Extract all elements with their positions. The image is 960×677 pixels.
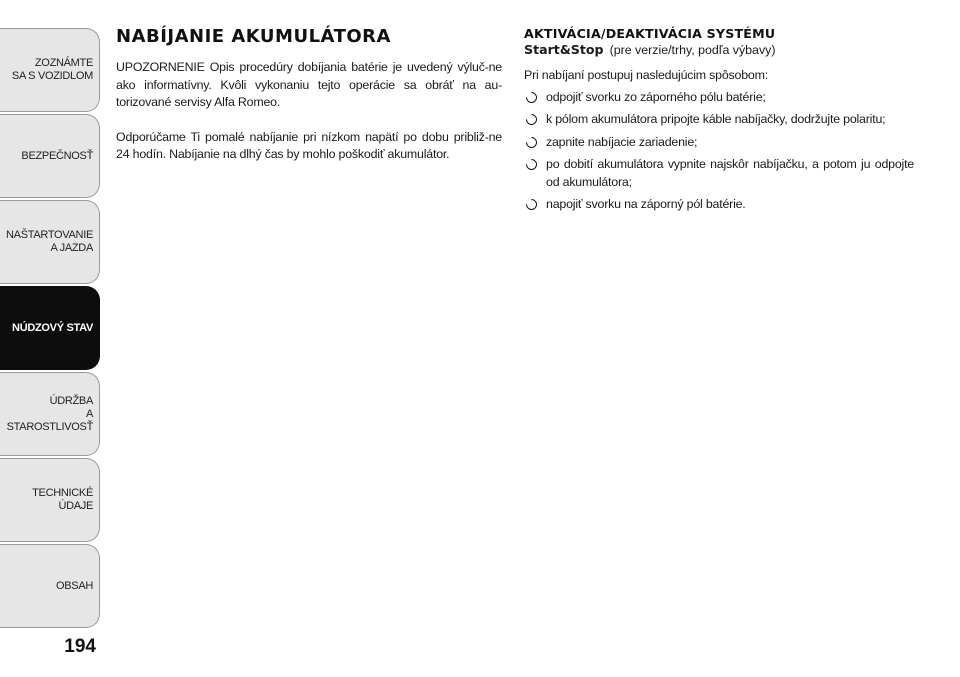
list-item xyxy=(524,111,914,129)
tab-nudzovy-stav[interactable] xyxy=(0,286,100,370)
steps-list xyxy=(524,89,914,214)
subsection-title: AKTIVÁCIA/DEAKTIVÁCIA SYSTÉMU xyxy=(524,26,776,41)
section-title: NABÍJANIE AKUMULÁTORA xyxy=(116,26,391,47)
start-stop-section xyxy=(524,26,914,219)
tab-label: BEZPEČNOSŤ xyxy=(21,149,93,162)
tab-label: ÚDRŽBA A STAROSTLIVOSŤ xyxy=(6,394,93,433)
intro-paragraph: Pri nabíjaní postupuj nasledujúcim spôsobom: xyxy=(524,68,768,82)
availability-note: (pre verzie/trhy, podľa výbavy) xyxy=(609,43,776,57)
list-item xyxy=(524,196,914,214)
tab-zoznamte-sa-s-vozidlom[interactable] xyxy=(0,28,100,112)
step-text: po dobití akumulátora vypnite najskôr nabíjačku, a potom ju odpojte od akumulátora; xyxy=(546,157,914,189)
list-item xyxy=(524,89,914,107)
subsection-subtitle xyxy=(524,42,914,58)
tab-technicke-udaje[interactable] xyxy=(0,458,100,542)
bullet-icon xyxy=(524,112,540,128)
tab-bezpecnost[interactable] xyxy=(0,114,100,198)
advice-paragraph: Odporúčame Ti pomalé nabíjanie pri nízkom napätí po dobu približ-ne 24 hodín. Nabíjanie na dlhý čas by mohlo poškodiť akumulátor. xyxy=(116,129,502,161)
list-item xyxy=(524,134,914,152)
step-text: zapnite nabíjacie zariadenie; xyxy=(546,134,698,149)
tab-label: TECHNICKÉ ÚDAJE xyxy=(32,487,93,512)
tab-label: NÚDZOVÝ STAV xyxy=(12,321,93,334)
brand-name: Start&Stop xyxy=(524,42,604,57)
tab-label: ZOZNÁMTE SA S VOZIDLOM xyxy=(11,57,93,82)
step-text: napojiť svorku na záporný pól batérie. xyxy=(546,197,746,211)
tab-nastartovanie-a-jazda[interactable] xyxy=(0,200,100,284)
warning-paragraph: UPOZORNENIE Opis procedúry dobíjania batérie je uvedený výluč-ne ako informatívny. Kvôli vykonaniu tejto operácie sa obráť na au-torizované servisy Alfa Romeo. xyxy=(116,60,502,109)
page-number: 194 xyxy=(64,636,96,657)
bullet-icon xyxy=(524,134,540,150)
bullet-icon xyxy=(524,157,540,173)
tab-obsah[interactable] xyxy=(0,544,100,628)
battery-charging-section xyxy=(116,26,502,164)
tab-udrzba-a-starostlivost[interactable] xyxy=(0,372,100,456)
tab-label: OBSAH xyxy=(55,579,93,592)
tab-label: NAŠTARTOVANIE A JAZDA xyxy=(6,229,93,254)
paragraph-gap xyxy=(116,112,502,129)
list-item xyxy=(524,156,914,191)
bullet-icon xyxy=(524,197,540,213)
bullet-icon xyxy=(524,89,540,105)
step-text: k pólom akumulátora pripojte káble nabíjačky, dodržujte polaritu; xyxy=(546,112,886,126)
step-text: odpojiť svorku zo záporného pólu batérie; xyxy=(546,89,766,104)
